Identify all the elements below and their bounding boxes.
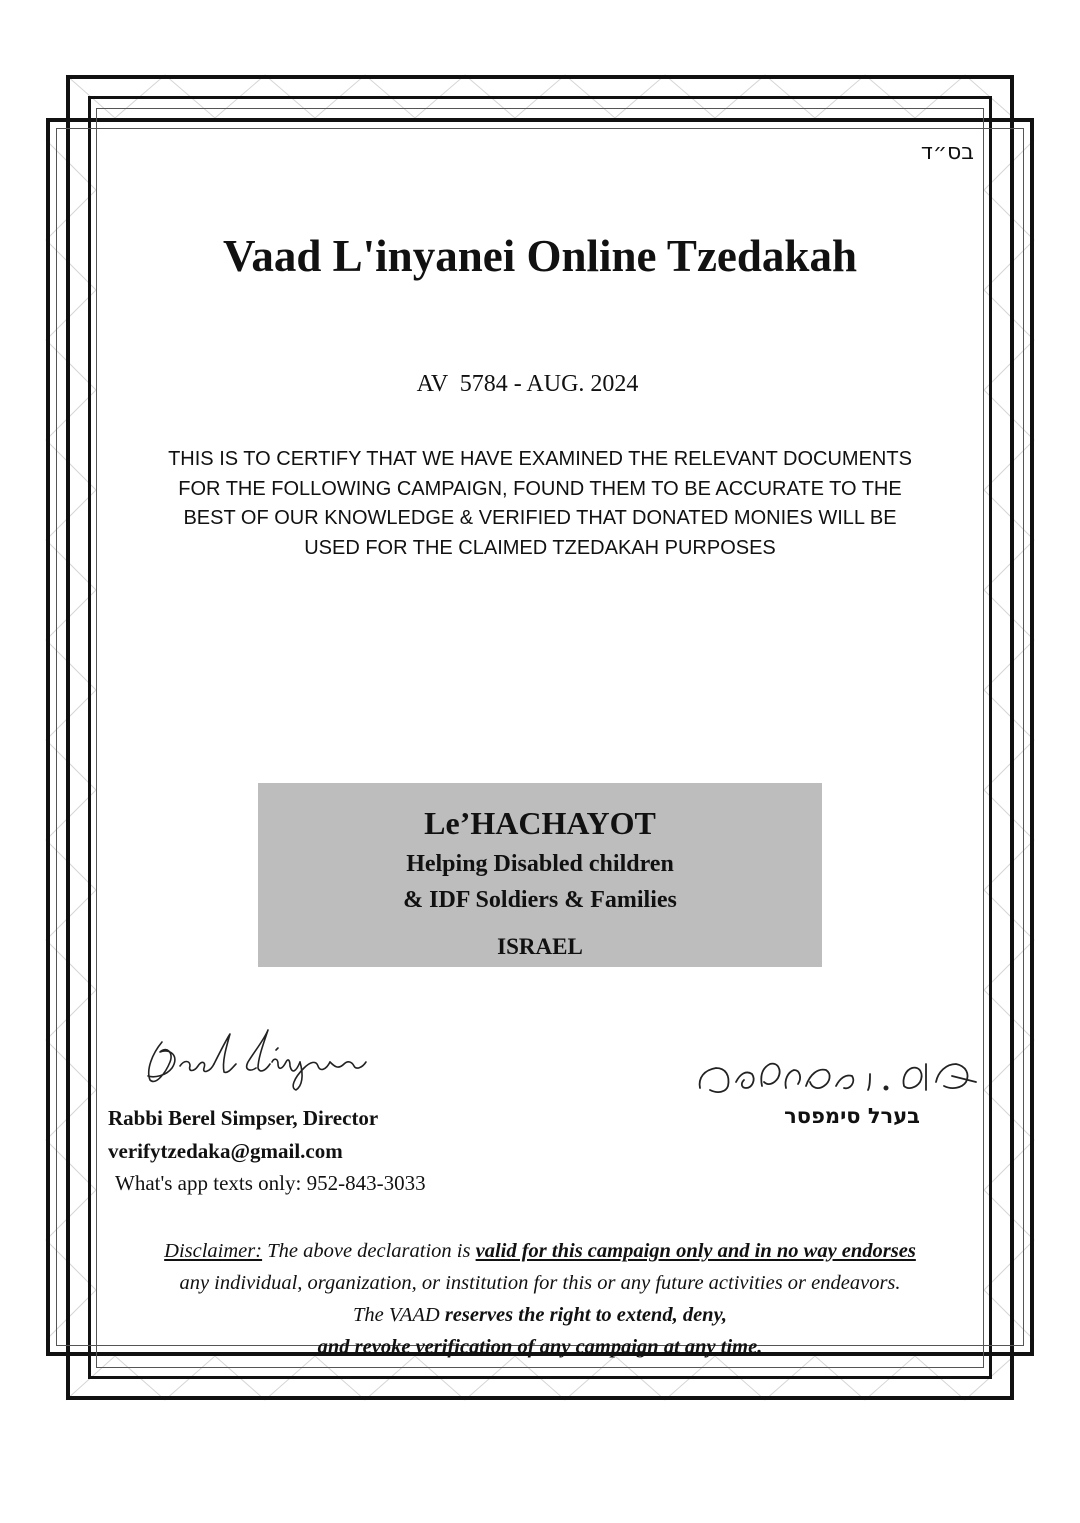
campaign-box bbox=[258, 783, 822, 967]
disclaimer-bold-text: reserves the right to extend, deny, bbox=[444, 1304, 728, 1326]
date-line: AV 5784 - AUG. 2024 bbox=[416, 371, 639, 397]
hebrew-signature bbox=[690, 1052, 980, 1096]
certification-line: USED FOR THE CLAIMED TZEDAKAH PURPOSES bbox=[304, 536, 776, 559]
director-phone: What's app texts only: 952-843-3033 bbox=[115, 1171, 426, 1195]
disclaimer-line: any individual, organization, or institution for this or any future activities or endeavors. bbox=[179, 1272, 901, 1294]
disclaimer-text: The VAAD bbox=[352, 1304, 445, 1326]
director-name: Rabbi Berel Simpser, Director bbox=[108, 1106, 379, 1130]
certification-line: THIS IS TO CERTIFY THAT WE HAVE EXAMINED THE RELEVANT DOCUMENTS bbox=[168, 448, 912, 470]
disclaimer-line bbox=[100, 1235, 980, 1267]
disclaimer-line: and revoke verification of any campaign at any time. bbox=[317, 1336, 763, 1358]
director-email: verifytzedaka@gmail.com bbox=[108, 1139, 343, 1163]
campaign-description-line: Helping Disabled children bbox=[406, 851, 674, 877]
certificate-title: Vaad L'inyanei Online Tzedakah bbox=[223, 231, 857, 281]
hebrew-blessing-mark: בס״ד bbox=[920, 140, 974, 165]
disclaimer-line bbox=[100, 1299, 980, 1331]
director-signature bbox=[140, 1022, 370, 1092]
certification-statement bbox=[105, 445, 975, 563]
campaign-country: ISRAEL bbox=[497, 934, 583, 959]
disclaimer-text: The above declaration is bbox=[262, 1240, 476, 1262]
campaign-name: Le’HACHAYOT bbox=[424, 805, 656, 841]
disclaimer bbox=[100, 1235, 980, 1363]
disclaimer-label: Disclaimer: bbox=[164, 1240, 263, 1262]
campaign-description-line: & IDF Soldiers & Families bbox=[403, 887, 677, 913]
disclaimer-emphasis: valid for this campaign only and in no way endorses bbox=[475, 1240, 916, 1262]
certification-line: FOR THE FOLLOWING CAMPAIGN, FOUND THEM TO BE ACCURATE TO THE bbox=[178, 477, 902, 500]
certification-line: BEST OF OUR KNOWLEDGE & VERIFIED THAT DONATED MONIES WILL BE bbox=[183, 507, 897, 529]
hebrew-name: בערל סימפסר bbox=[784, 1104, 920, 1128]
